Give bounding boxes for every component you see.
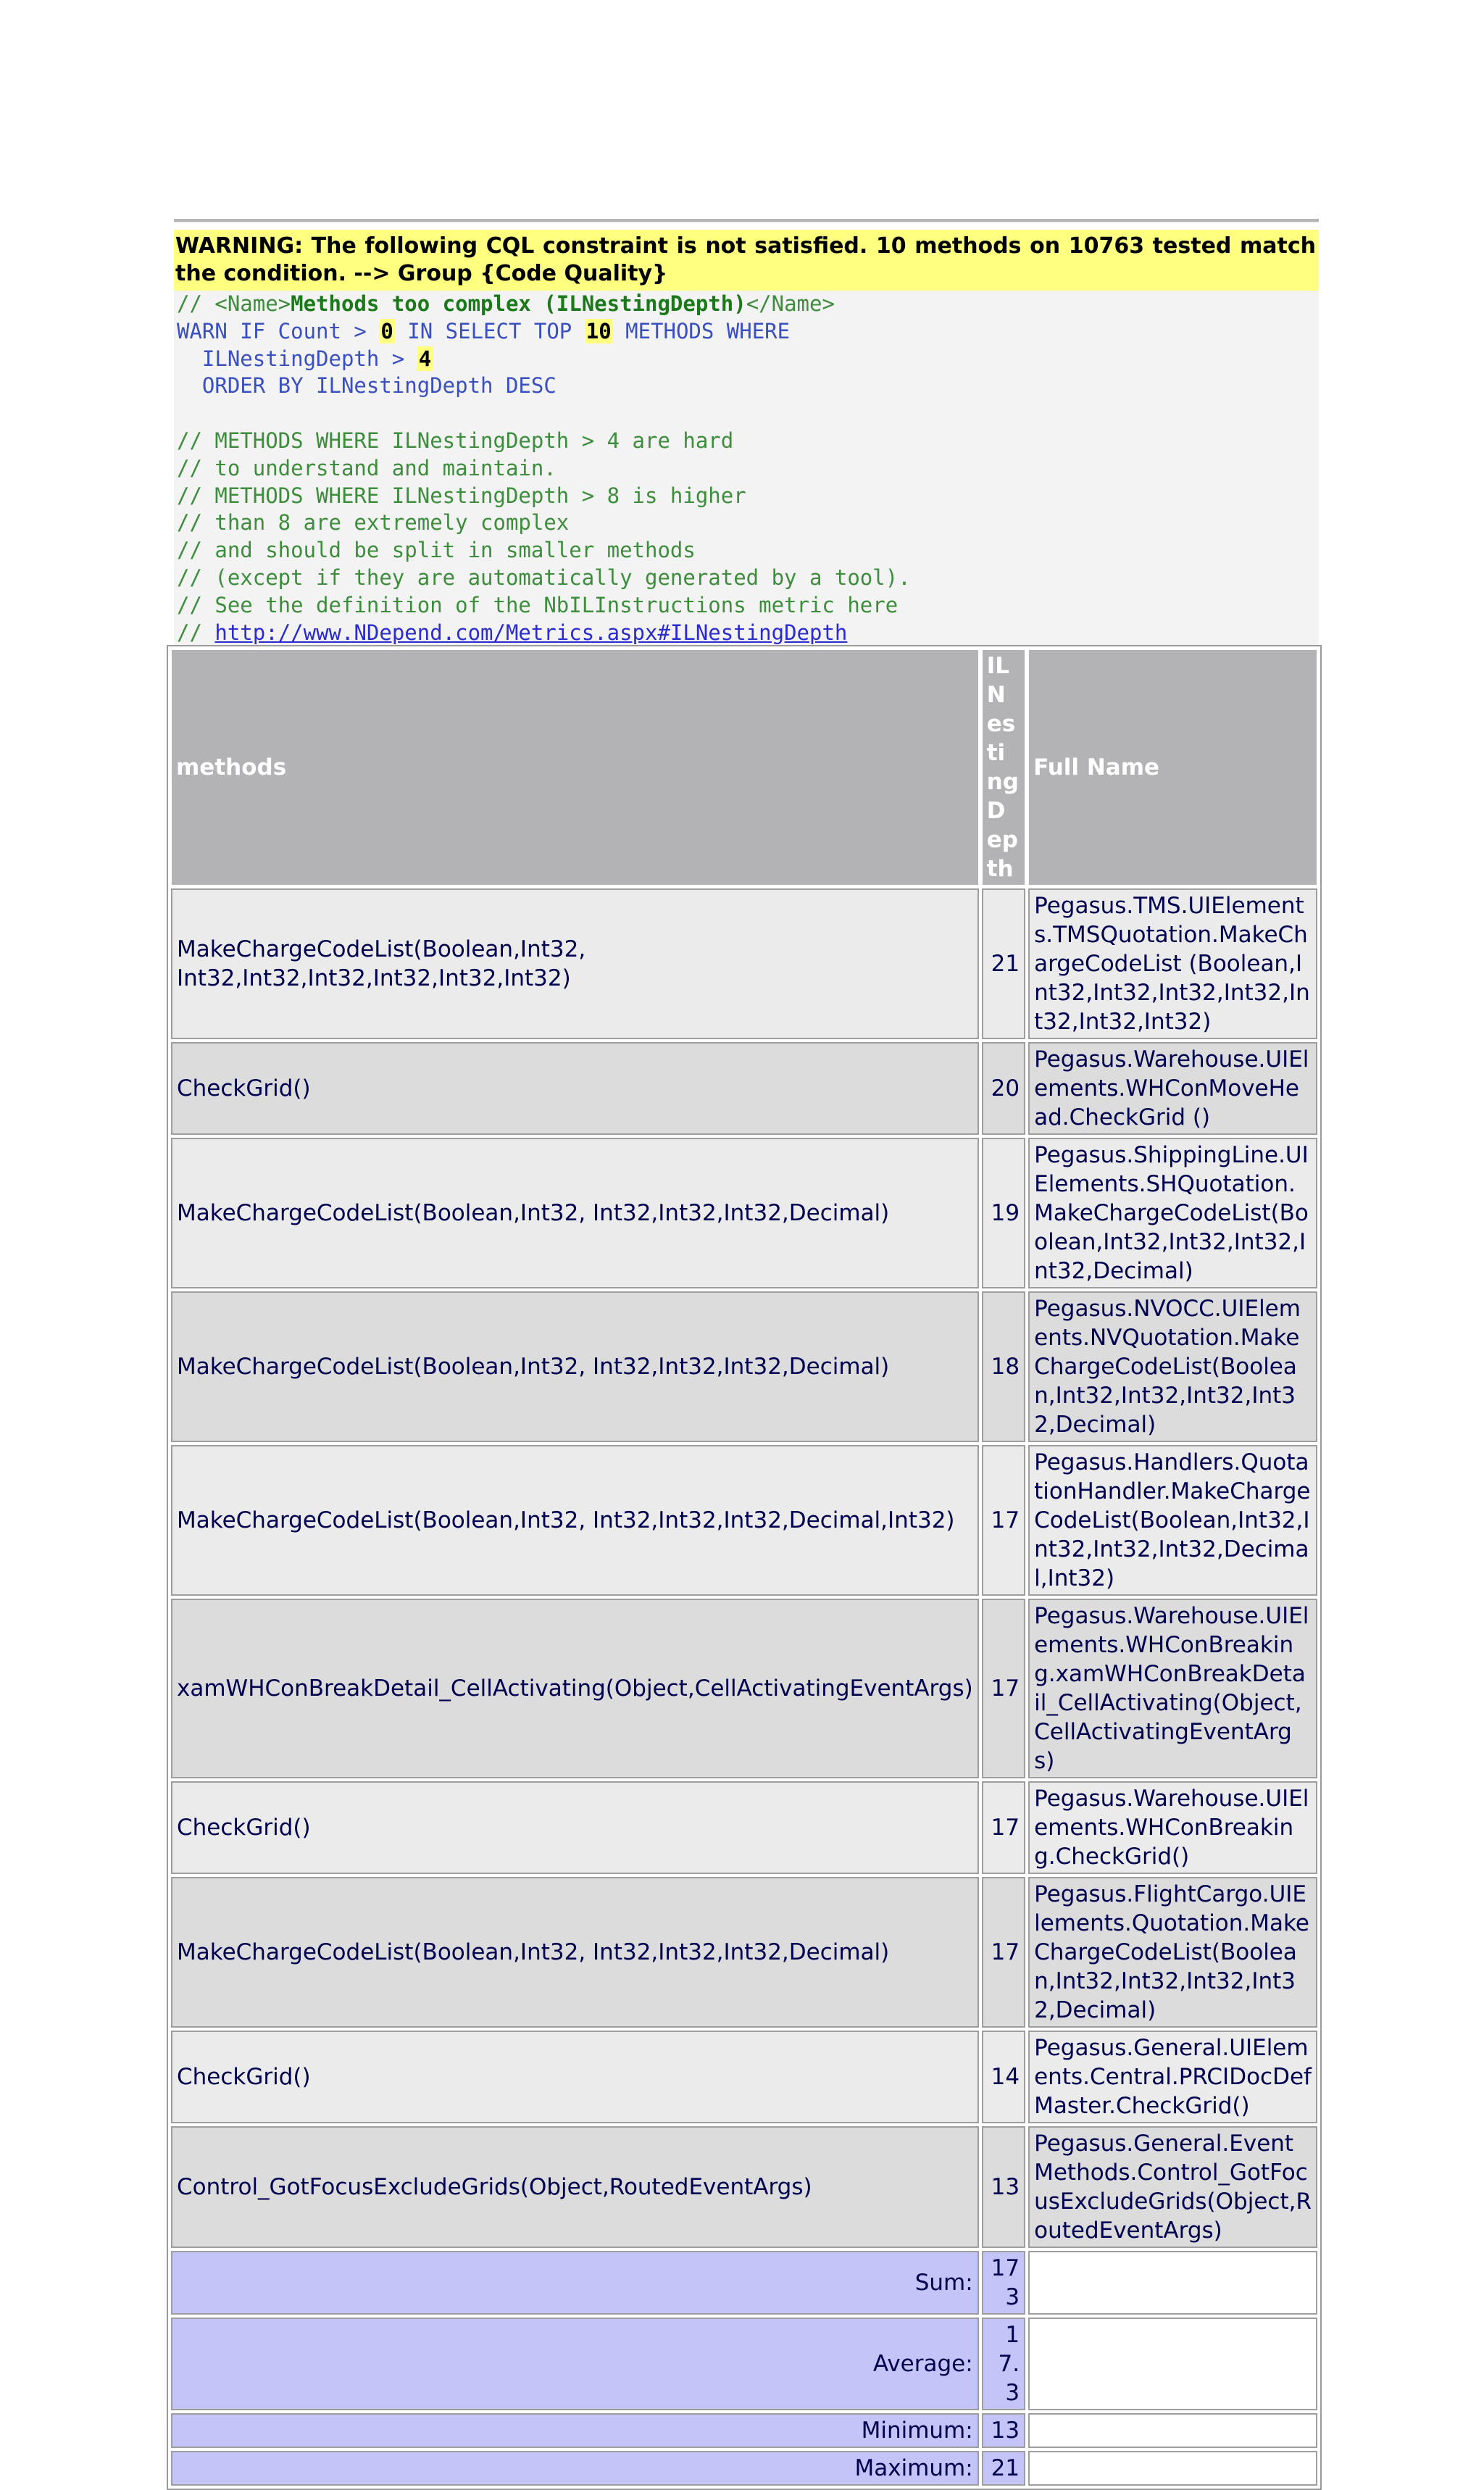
table-row[interactable] — [171, 1877, 1317, 2028]
aggregate-empty — [1028, 2451, 1317, 2486]
metrics-link[interactable]: http://www.NDepend.com/Metrics.aspx#ILNestingDepth — [214, 620, 848, 645]
full-name-cell: Pegasus.FlightCargo.UIElements.Quotation.MakeChargeCodeList(Boolean,Int32,Int32,Int32,Int32,Decimal) — [1028, 1877, 1317, 2028]
full-name-cell: Pegasus.ShippingLine.UIElements.SHQuotation.MakeChargeCodeList(Boolean,Int32,Int32,Int32,Int32,Decimal) — [1028, 1138, 1317, 1288]
query-line-a: WARN IF Count > — [177, 318, 380, 343]
order-line: ORDER BY ILNestingDepth DESC — [177, 373, 556, 399]
method-cell: CheckGrid() — [171, 2031, 979, 2123]
cql-query — [174, 291, 1319, 649]
method-cell: CheckGrid() — [171, 1042, 979, 1135]
aggregate-row — [171, 2413, 1317, 2448]
count-threshold: 0 — [380, 318, 393, 343]
depth-cell: 17 — [982, 1445, 1025, 1596]
comment-line: // (except if they are automatically generated by a tool). — [177, 565, 911, 590]
table-row[interactable] — [171, 888, 1317, 1039]
full-name-cell: Pegasus.Warehouse.UIElements.WHConBreaking.CheckGrid() — [1028, 1781, 1317, 1874]
depth-cell: 19 — [982, 1138, 1025, 1288]
query-line-b: IN SELECT TOP — [394, 318, 585, 343]
aggregate-empty — [1028, 2413, 1317, 2448]
query-line-c: METHODS WHERE — [612, 318, 791, 343]
table-row[interactable] — [171, 1445, 1317, 1596]
aggregate-label: Minimum: — [171, 2413, 979, 2448]
warning-banner: WARNING: The following CQL constraint is not satisfied. 10 methods on 10763 tested match the condition. --> Group {Code Quality} — [174, 230, 1319, 291]
table-row[interactable] — [171, 1138, 1317, 1288]
comment-line: // METHODS WHERE ILNestingDepth > 4 are hard — [177, 428, 734, 453]
full-name-cell: Pegasus.Handlers.QuotationHandler.MakeChargeCodeList(Boolean,Int32,Int32,Int32,Int32,Decimal,Int32) — [1028, 1445, 1317, 1596]
name-open: // <Name> — [177, 291, 291, 316]
method-cell: xamWHConBreakDetail_CellActivating(Object,CellActivatingEventArgs) — [171, 1599, 979, 1778]
aggregate-row — [171, 2451, 1317, 2486]
method-cell: MakeChargeCodeList(Boolean,Int32, Int32,Int32,Int32,Int32,Int32,Int32) — [171, 888, 979, 1039]
method-cell: Control_GotFocusExcludeGrids(Object,RoutedEventArgs) — [171, 2126, 979, 2248]
table-row[interactable] — [171, 2031, 1317, 2123]
aggregate-value: 17.3 — [982, 2318, 1025, 2410]
method-cell: MakeChargeCodeList(Boolean,Int32, Int32,Int32,Int32,Decimal) — [171, 1877, 979, 2028]
aggregate-label: Sum: — [171, 2251, 979, 2315]
aggregate-row — [171, 2251, 1317, 2315]
aggregate-empty — [1028, 2318, 1317, 2410]
header-full-name[interactable]: Full Name — [1028, 649, 1317, 886]
table-row[interactable] — [171, 1781, 1317, 1874]
link-prefix: // — [177, 620, 215, 645]
depth-cell: 13 — [982, 2126, 1025, 2248]
depth-cell: 17 — [982, 1877, 1025, 2028]
results-table — [167, 645, 1322, 2490]
header-methods[interactable]: methods — [171, 649, 979, 886]
top-divider — [174, 219, 1319, 222]
comment-line: // to understand and maintain. — [177, 455, 556, 480]
query-name: Methods too complex (ILNestingDepth) — [291, 291, 746, 316]
aggregate-row — [171, 2318, 1317, 2410]
header-il-nesting-depth[interactable]: IL Nesting Depth — [982, 649, 1025, 886]
aggregate-label: Average: — [171, 2318, 979, 2410]
cql-report — [174, 219, 1319, 649]
table-row[interactable] — [171, 1042, 1317, 1135]
table-row[interactable] — [171, 1291, 1317, 1442]
aggregate-empty — [1028, 2251, 1317, 2315]
full-name-cell: Pegasus.General.UIElements.Central.PRCIDocDefMaster.CheckGrid() — [1028, 2031, 1317, 2123]
full-name-cell: Pegasus.Warehouse.UIElements.WHConMoveHead.CheckGrid () — [1028, 1042, 1317, 1135]
comment-line: // See the definition of the NbILInstructions metric here — [177, 592, 899, 617]
top-count: 10 — [585, 318, 612, 343]
depth-cell: 20 — [982, 1042, 1025, 1135]
full-name-cell: Pegasus.Warehouse.UIElements.WHConBreaking.xamWHConBreakDetail_CellActivating(Object,CellActivatingEventArgs) — [1028, 1599, 1317, 1778]
header-row — [171, 649, 1317, 886]
comment-line: // than 8 are extremely complex — [177, 510, 570, 536]
full-name-cell: Pegasus.NVOCC.UIElements.NVQuotation.MakeChargeCodeList(Boolean,Int32,Int32,Int32,Int32,Decimal) — [1028, 1291, 1317, 1442]
aggregate-value: 21 — [982, 2451, 1025, 2486]
aggregate-value: 173 — [982, 2251, 1025, 2315]
full-name-cell: Pegasus.General.EventMethods.Control_GotFocusExcludeGrids(Object,RoutedEventArgs) — [1028, 2126, 1317, 2248]
table-row[interactable] — [171, 2126, 1317, 2248]
depth-cell: 18 — [982, 1291, 1025, 1442]
depth-cell: 17 — [982, 1599, 1025, 1778]
method-cell: MakeChargeCodeList(Boolean,Int32, Int32,Int32,Int32,Decimal) — [171, 1138, 979, 1288]
aggregate-label: Maximum: — [171, 2451, 979, 2486]
method-cell: CheckGrid() — [171, 1781, 979, 1874]
depth-threshold: 4 — [418, 346, 432, 371]
depth-cell: 17 — [982, 1781, 1025, 1874]
depth-cell: 14 — [982, 2031, 1025, 2123]
depth-cell: 21 — [982, 888, 1025, 1039]
condition-line: ILNestingDepth > — [177, 346, 417, 371]
method-cell: MakeChargeCodeList(Boolean,Int32, Int32,Int32,Int32,Decimal) — [171, 1291, 979, 1442]
method-cell: MakeChargeCodeList(Boolean,Int32, Int32,Int32,Int32,Decimal,Int32) — [171, 1445, 979, 1596]
name-close: </Name> — [746, 291, 835, 316]
comment-line: // and should be split in smaller methods — [177, 538, 696, 563]
comment-line: // METHODS WHERE ILNestingDepth > 8 is higher — [177, 483, 746, 508]
table-row[interactable] — [171, 1599, 1317, 1778]
aggregate-value: 13 — [982, 2413, 1025, 2448]
full-name-cell: Pegasus.TMS.UIElements.TMSQuotation.MakeChargeCodeList (Boolean,Int32,Int32,Int32,Int32,Int32,Int32,Int32) — [1028, 888, 1317, 1039]
